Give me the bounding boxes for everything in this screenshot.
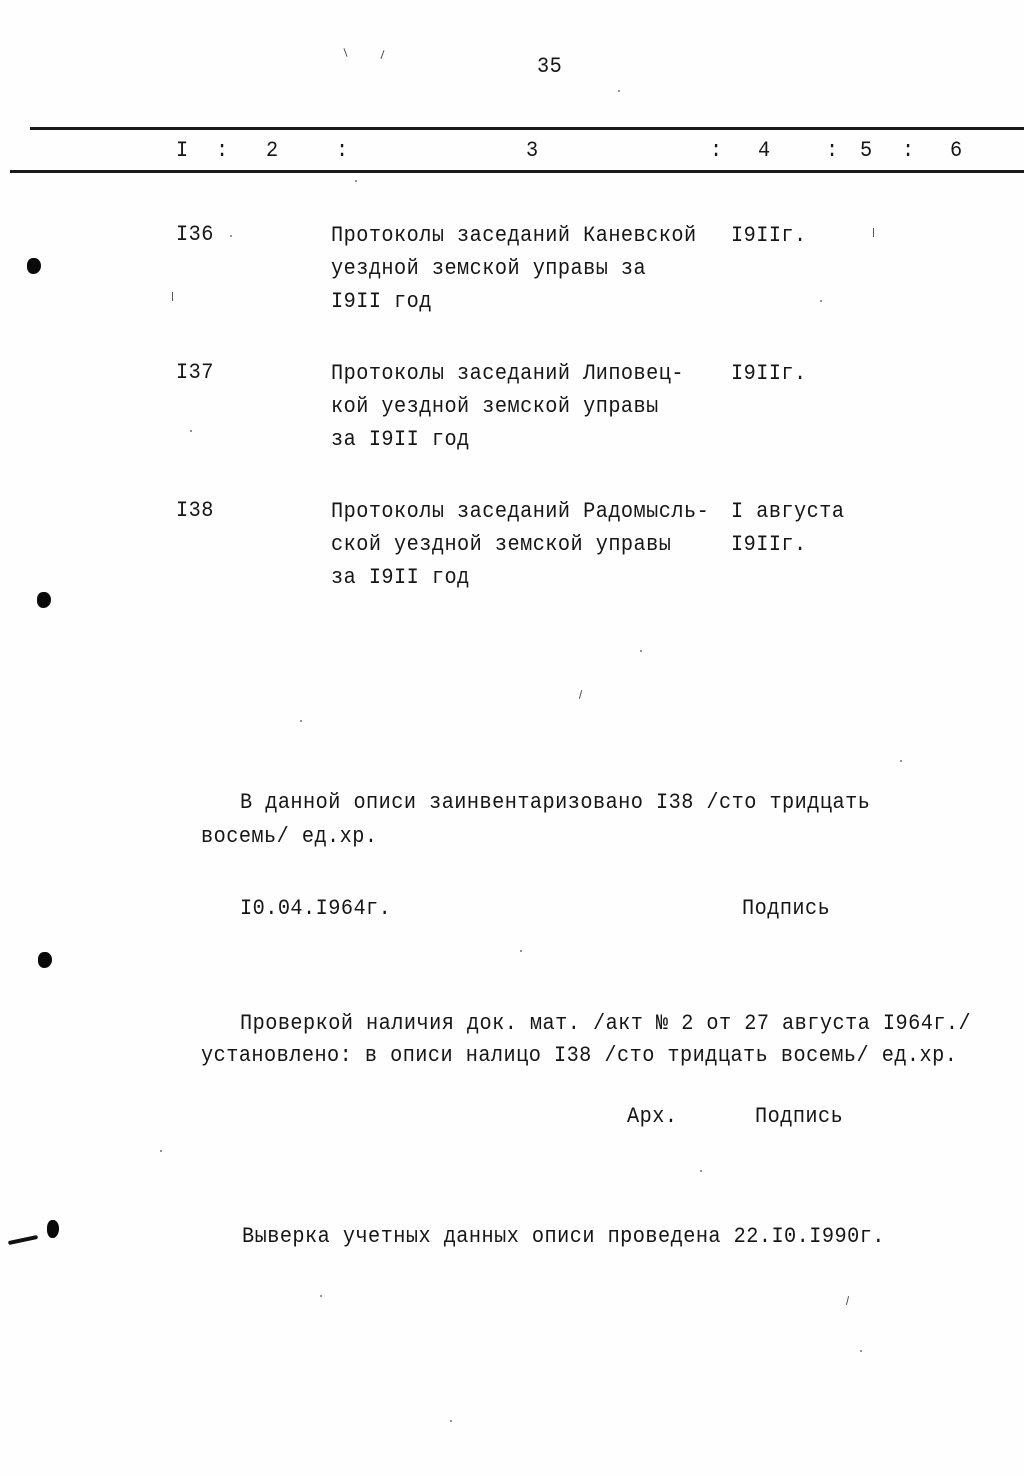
entry-date: I9IIг. — [731, 361, 807, 386]
scan-speck — [700, 1170, 702, 1172]
column-header-4: 4 — [758, 138, 771, 163]
ink-stroke-mark — [8, 1235, 38, 1245]
verification-signature: Подпись — [755, 1104, 844, 1129]
entry-title-line: I9II год — [331, 289, 432, 314]
scan-speck — [640, 650, 642, 652]
column-separator: : — [826, 138, 839, 163]
summary-text-line: В данной описи заинвентаризовано I38 /сто тридцать — [240, 790, 871, 815]
column-header-3: 3 — [526, 138, 539, 163]
entry-title-line: ской уездной земской управы — [331, 532, 672, 557]
scan-speck — [190, 430, 192, 432]
archivist-label: Арх. — [627, 1104, 678, 1129]
scan-speck — [230, 235, 232, 237]
scan-mark — [846, 1296, 849, 1305]
entry-date: I9IIг. — [731, 532, 807, 557]
scan-speck — [320, 1295, 322, 1297]
entry-title-line: за I9II год — [331, 427, 470, 452]
summary-text-line: восемь/ ед.хр. — [201, 824, 378, 849]
scan-speck — [618, 90, 620, 92]
scan-mark — [343, 48, 347, 57]
scan-mark — [873, 228, 874, 237]
scan-speck — [160, 1150, 162, 1152]
binding-hole-mark — [38, 952, 52, 968]
column-separator: : — [216, 138, 229, 163]
column-header-5: 5 — [860, 138, 873, 163]
scan-mark — [172, 292, 173, 301]
binding-hole-mark — [37, 592, 51, 608]
column-header-1: I — [176, 138, 189, 163]
entry-number: I36 — [176, 222, 214, 247]
verification-text-line: установлено: в описи налицо I38 /сто тридцать восемь/ ед.хр. — [201, 1043, 958, 1068]
scan-speck — [450, 1420, 452, 1422]
column-separator: : — [710, 138, 723, 163]
column-header-6: 6 — [950, 138, 963, 163]
entry-title-line: уездной земской управы за — [331, 256, 647, 281]
entry-number: I38 — [176, 498, 214, 523]
summary-date: I0.04.I964г. — [240, 896, 392, 921]
binding-hole-mark — [47, 1220, 59, 1238]
scan-mark — [579, 690, 582, 699]
verification-text-line: Проверкой наличия док. мат. /акт № 2 от 27 августа I964г./ — [240, 1011, 972, 1036]
scan-speck — [900, 760, 902, 762]
entry-number: I37 — [176, 360, 214, 385]
column-separator: : — [902, 138, 915, 163]
entry-title-line: за I9II год — [331, 565, 470, 590]
binding-hole-mark — [27, 258, 41, 274]
entry-title-line: Протоколы заседаний Радомысль- — [331, 499, 710, 524]
scan-speck — [300, 720, 302, 722]
header-rule-bottom — [10, 170, 1024, 173]
scan-speck — [860, 1350, 862, 1352]
header-rule-top — [30, 127, 1024, 130]
entry-title-line: кой уездной земской управы — [331, 394, 659, 419]
summary-signature: Подпись — [742, 896, 831, 921]
scan-mark — [380, 50, 384, 59]
scan-speck — [355, 180, 357, 182]
entry-date: I9IIг. — [731, 223, 807, 248]
page-number: 35 — [537, 54, 563, 79]
entry-date: I августа — [731, 499, 845, 524]
column-separator: : — [336, 138, 349, 163]
scan-speck — [520, 950, 522, 952]
entry-title-line: Протоколы заседаний Каневской — [331, 223, 697, 248]
scan-speck — [820, 300, 822, 302]
column-header-2: 2 — [266, 138, 279, 163]
entry-title-line: Протоколы заседаний Липовец- — [331, 361, 684, 386]
reconciliation-text: Выверка учетных данных описи проведена 22.I0.I990г. — [242, 1224, 885, 1249]
